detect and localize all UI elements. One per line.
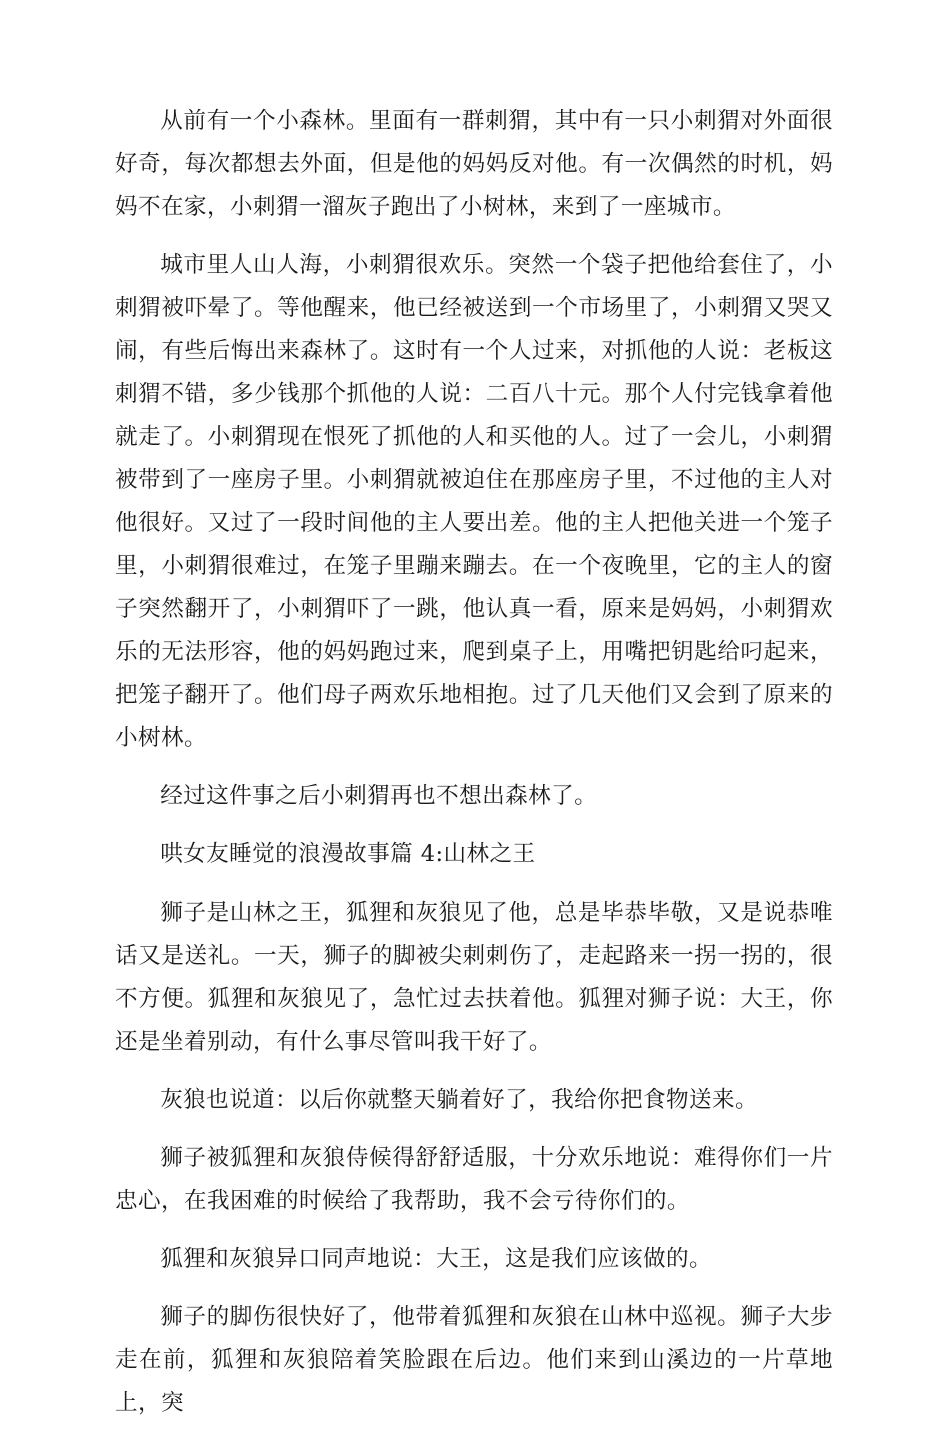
paragraph-hedgehog-ending: 经过这件事之后小刺猬再也不想出森林了。 [160, 783, 598, 809]
paragraph-lion-patrol: 狮子的脚伤很快好了，他带着狐狸和灰狼在山林中巡视。狮子大步走在前，狐狸和灰狼陪着笑脸跟在后边。他们来到山溪边的一片草地上，突 [115, 1304, 833, 1416]
paragraph-lion-intro: 狮子是山林之王，狐狸和灰狼见了他，总是毕恭毕敬，又是说恭唯话又是送礼。一天，狮子的脚被尖刺刺伤了，走起路来一拐一拐的，很不方便。狐狸和灰狼见了，急忙过去扶着他。狐狸对狮子说：大王，你还是坐着别动，有什么事尽管叫我干好了。 [115, 900, 833, 1055]
paragraph-wolf-speech: 灰狼也说道：以后你就整天躺着好了，我给你把食物送来。 [160, 1087, 759, 1113]
document-page [115, 100, 833, 1440]
paragraph-lion-reply: 狮子被狐狸和灰狼侍候得舒舒适服，十分欢乐地说：难得你们一片忠心，在我困难的时候给了我帮助，我不会亏待你们的。 [115, 1145, 833, 1214]
paragraph-fox-wolf-reply: 狐狸和灰狼异口同声地说：大王，这是我们应该做的。 [160, 1246, 713, 1272]
paragraph-hedgehog-city: 城市里人山人海，小刺猬很欢乐。突然一个袋子把他给套住了，小刺猬被吓晕了。等他醒来，他已经被送到一个市场里了，小刺猬又哭又闹，有些后悔出来森林了。这时有一个人过来，对抓他的人说：老板这刺猬不错，多少钱那个抓他的人说：二百八十元。那个人付完钱拿着他就走了。小刺猬现在恨死了抓他的人和买他的人。过了一会儿，小刺猬被带到了一座房子里。小刺猬就被迫住在那座房子里，不过他的主人对他很好。又过了一段时间他的主人要出差。他的主人把他关进一个笼子里，小刺猬很难过，在笼子里蹦来蹦去。在一个夜晚里，它的主人的窗子突然翻开了，小刺猬吓了一跳，他认真一看，原来是妈妈，小刺猬欢乐的无法形容，他的妈妈跑过来，爬到桌子上，用嘴把钥匙给叼起来，把笼子翻开了。他们母子两欢乐地相抱。过了几天他们又会到了原来的小树林。 [115, 252, 833, 751]
story-heading: 哄女友睡觉的浪漫故事篇 4:山林之王 [160, 841, 536, 867]
paragraph-hedgehog-intro: 从前有一个小森林。里面有一群刺猬，其中有一只小刺猬对外面很好奇，每次都想去外面，但是他的妈妈反对他。有一次偶然的时机，妈妈不在家，小刺猬一溜灰子跑出了小树林，来到了一座城市。 [115, 108, 833, 220]
